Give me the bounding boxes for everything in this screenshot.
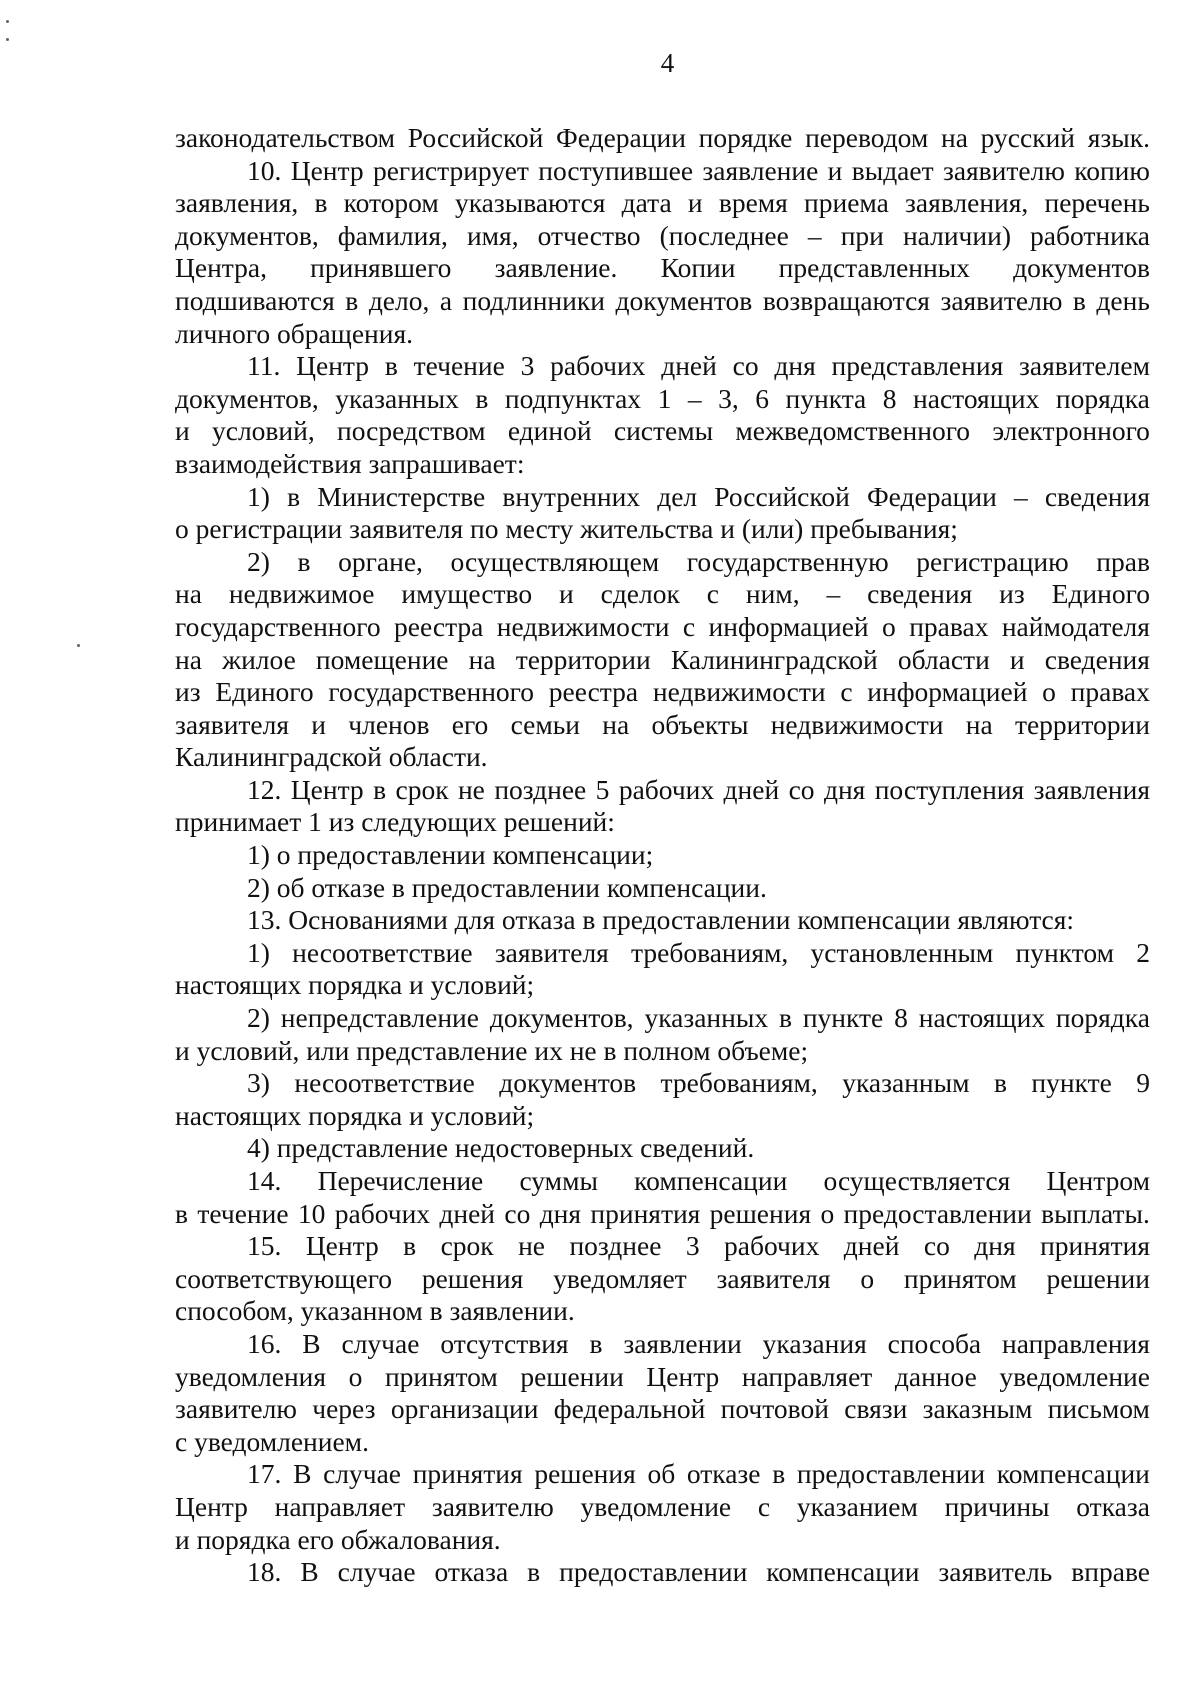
text-line: 17. В случае принятия решения об отказе в предоставлении компенсации [247, 1458, 1150, 1490]
text-line: 13. Основаниями для отказа в предоставлении компенсации являются: [247, 904, 1075, 936]
text-line: 18. В случае отказа в предоставлении компенсации заявитель вправе [247, 1556, 1150, 1588]
text-line: 2) в органе, осуществляющем государственную регистрацию прав [247, 545, 1150, 577]
text-line: взаимодействия запрашивает: [175, 447, 525, 479]
text-line: Центра, принявшего заявление. Копии представленных документов [175, 252, 1150, 284]
text-line: 1) в Министерстве внутренних дел Российской Федерации – сведения [247, 480, 1150, 512]
text-line: 1) несоответствие заявителя требованиям, установленным пунктом 2 [247, 936, 1150, 968]
text-line: 11. Центр в течение 3 рабочих дней со дня представления заявителем [247, 350, 1150, 382]
text-line: принимает 1 из следующих решений: [175, 806, 615, 838]
text-line: с уведомлением. [175, 1425, 369, 1457]
text-line: на жилое помещение на территории Калининградской области и сведения [175, 643, 1150, 675]
text-line: 12. Центр в срок не позднее 5 рабочих дней со дня поступления заявления [247, 773, 1150, 805]
scan-artifact [6, 20, 9, 23]
text-line: законодательством Российской Федерации порядке переводом на русский язык. [175, 122, 1150, 153]
text-line: 4) представление недостоверных сведений. [247, 1132, 755, 1164]
text-line: 1) о предоставлении компенсации; [247, 839, 654, 871]
text-line: 2) об отказе в предоставлении компенсации. [247, 871, 767, 903]
text-line: документов, указанных в подпунктах 1 – 3, 6 пункта 8 настоящих порядка [175, 382, 1150, 414]
scan-artifact [6, 38, 9, 41]
text-line: о регистрации заявителя по месту жительства и (или) пребывания; [175, 513, 958, 545]
text-line: 10. Центр регистрирует поступившее заявление и выдает заявителю копию [247, 154, 1150, 186]
text-line: Калининградской области. [175, 741, 488, 773]
text-line: настоящих порядка и условий; [175, 969, 535, 1001]
text-line: документов, фамилия, имя, отчество (последнее – при наличии) работника [175, 219, 1150, 251]
text-line: заявителя и членов его семьи на объекты недвижимости на территории [175, 708, 1150, 740]
text-line: из Единого государственного реестра недвижимости с информацией о правах [175, 676, 1150, 708]
text-line: уведомления о принятом решении Центр направляет данное уведомление [175, 1360, 1150, 1392]
text-line: личного обращения. [175, 317, 413, 349]
text-line: 3) несоответствие документов требованиям, указанным в пункте 9 [247, 1067, 1150, 1099]
text-line: государственного реестра недвижимости с информацией о правах наймодателя [175, 610, 1150, 642]
document-body [175, 122, 1150, 1589]
text-line: 14. Перечисление суммы компенсации осуществляется Центром [247, 1165, 1150, 1196]
text-line: заявителю через организации федеральной почтовой связи заказным письмом [175, 1393, 1150, 1425]
text-line: в течение 10 рабочих дней со дня принятия решения о предоставлении выплаты. [175, 1197, 1150, 1229]
text-line: соответствующего решения уведомляет заявителя о принятом решении [175, 1262, 1150, 1294]
text-line: и условий, или представление их не в полном объеме; [175, 1034, 809, 1066]
text-line: и условий, посредством единой системы межведомственного электронного [175, 415, 1150, 447]
text-line: Центр направляет заявителю уведомление с указанием причины отказа [175, 1490, 1150, 1522]
text-line: на недвижимое имущество и сделок с ним, – сведения из Единого [175, 578, 1150, 610]
text-line: 2) непредставление документов, указанных в пункте 8 настоящих порядка [247, 1002, 1150, 1034]
text-line: способом, указанном в заявлении. [175, 1295, 575, 1327]
text-line: заявления, в котором указываются дата и время приема заявления, перечень [175, 187, 1150, 219]
page-number: 4 [660, 48, 675, 78]
text-line: 15. Центр в срок не позднее 3 рабочих дней со дня принятия [247, 1230, 1150, 1262]
text-line: 16. В случае отсутствия в заявлении указания способа направления [247, 1327, 1150, 1359]
text-line: и порядка его обжалования. [175, 1523, 501, 1555]
scan-artifact [77, 644, 80, 647]
text-line: настоящих порядка и условий; [175, 1099, 535, 1131]
text-line: подшиваются в дело, а подлинники документов возвращаются заявителю в день [175, 284, 1150, 316]
